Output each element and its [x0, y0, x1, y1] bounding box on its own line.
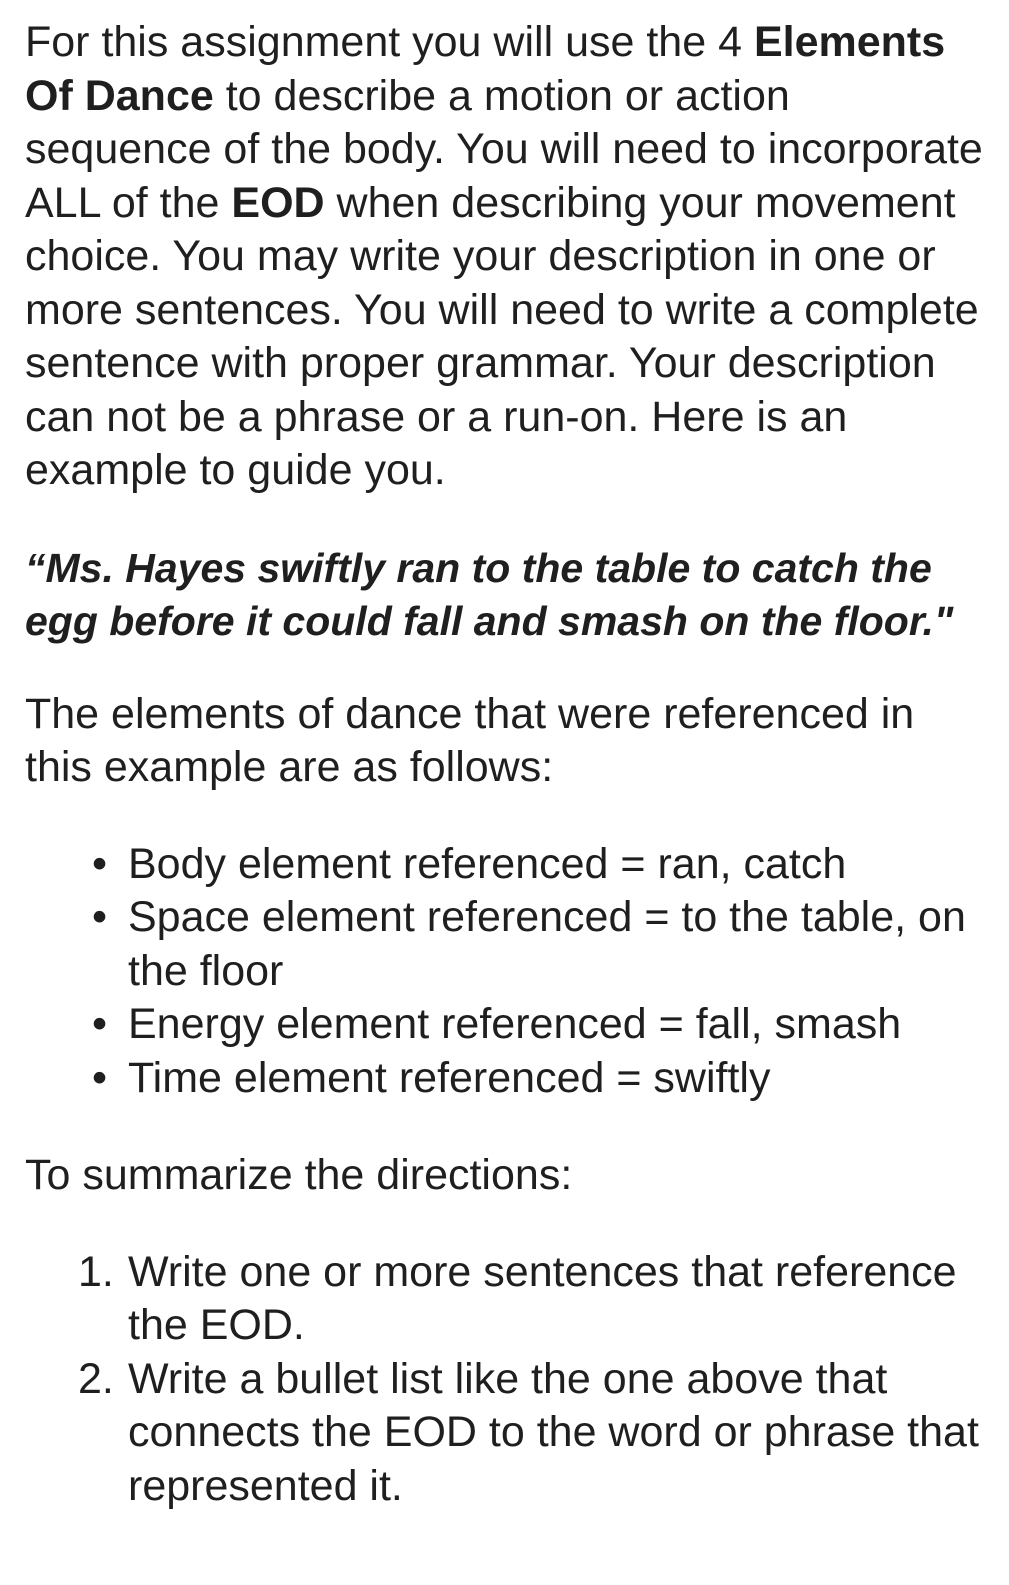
directions-list — [25, 1246, 987, 1514]
bullet-marker: • — [92, 1053, 108, 1102]
example-quote: “Ms. Hayes swiftly ran to the table to catch the egg before it could fall and smash on the floor." — [25, 544, 954, 644]
intro-paragraph — [25, 16, 987, 498]
list-item-text: Body element referenced = ran, catch — [128, 839, 847, 888]
list-item-text: Energy element referenced = fall, smash — [128, 1000, 902, 1048]
intro-text-1: For this assignment you will use the 4 — [25, 18, 754, 66]
intro-text-2: to describe a motion or action sequence of the body. You will need to incorporate ALL of the — [25, 71, 983, 227]
summary-heading: To summarize the directions: — [25, 1151, 573, 1199]
list-item — [92, 1052, 987, 1106]
eod-bullet-list — [25, 838, 987, 1106]
intro-bold-eod: EOD — [231, 178, 325, 227]
list-item — [92, 838, 987, 892]
bullet-marker: • — [92, 1000, 108, 1048]
bullet-marker: • — [92, 893, 108, 941]
intro-bold-elements-of-dance: Elements Of Dance — [25, 18, 946, 120]
list-item — [92, 891, 987, 998]
list-item — [78, 1353, 987, 1514]
list-item-text: Write a bullet list like the one above that connects the EOD to the word or phrase that represented it. — [128, 1354, 979, 1510]
list-item-text: Space element referenced = to the table, on the floor — [128, 893, 966, 995]
list-number: 2. — [78, 1354, 114, 1403]
referenced-intro: The elements of dance that were referenced in this example are as follows: — [25, 689, 915, 791]
bullet-marker: • — [92, 839, 108, 888]
list-item — [78, 1246, 987, 1353]
list-item — [92, 998, 987, 1052]
list-item-text: Write one or more sentences that reference the EOD. — [128, 1247, 957, 1349]
list-number: 1. — [78, 1247, 114, 1296]
list-item-text: Time element referenced = swiftly — [128, 1053, 771, 1102]
intro-text-3: when describing your movement choice. You may write your description in one or more sentences. You will need to write a complete sentence with proper grammar. Your description can not be a phrase or a run-on. Here is an example to guide you. — [25, 178, 979, 494]
